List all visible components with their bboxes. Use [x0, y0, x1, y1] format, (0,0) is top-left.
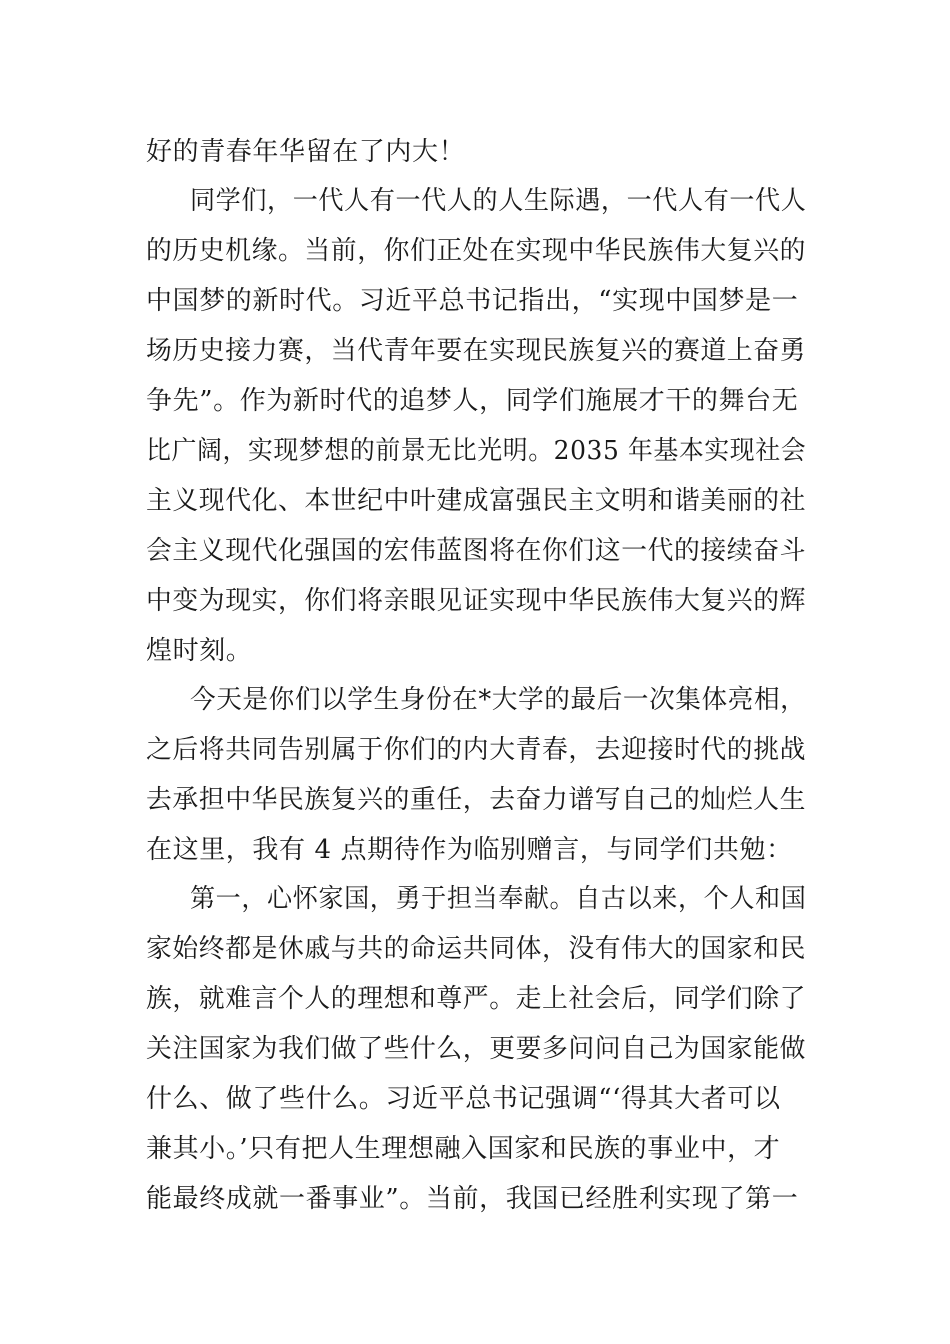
- text-line: 什么、做了些什么。习近平总书记强调“‘得其大者可以: [146, 1084, 781, 1114]
- text-line: 族，就难言个人的理想和尊严。走上社会后，同学们除了: [146, 984, 807, 1014]
- text-line: 煌时刻。: [146, 636, 253, 666]
- text-line: 场历史接力赛，当代青年要在实现民族复兴的赛道上奋勇: [146, 336, 807, 366]
- text-line: 关注国家为我们做了些什么，更要多问问自己为国家能做: [146, 1034, 807, 1064]
- text-line: 比广阔，实现梦想的前景无比光明。2035 年基本实现社会: [146, 436, 807, 466]
- text-line: 在这里，我有 4 点期待作为临别赠言，与同学们共勉：: [146, 835, 793, 865]
- text-line: 家始终都是休戚与共的命运共同体，没有伟大的国家和民: [146, 934, 807, 964]
- text-line: 中国梦的新时代。习近平总书记指出，“实现中国梦是一: [146, 286, 799, 316]
- text-line: 好的青春年华留在了内大！: [146, 137, 466, 167]
- text-line: 今天是你们以学生身份在*大学的最后一次集体亮相，: [190, 685, 807, 715]
- text-line: 中变为现实，你们将亲眼见证实现中华民族伟大复兴的辉: [146, 586, 807, 616]
- text-line: 第一，心怀家国，勇于担当奉献。自古以来，个人和国: [190, 884, 807, 914]
- text-line: 争先”。作为新时代的追梦人，同学们施展才干的舞台无: [146, 386, 799, 416]
- text-line: 去承担中华民族复兴的重任，去奋力谱写自己的灿烂人生: [146, 785, 807, 815]
- text-line: 兼其小。’只有把人生理想融入国家和民族的事业中，才: [146, 1134, 781, 1164]
- text-line: 主义现代化、本世纪中叶建成富强民主文明和谐美丽的社: [146, 486, 807, 516]
- text-line: 会主义现代化强国的宏伟蓝图将在你们这一代的接续奋斗: [146, 536, 807, 566]
- text-line: 之后将共同告别属于你们的内大青春，去迎接时代的挑战: [146, 735, 807, 765]
- text-line: 同学们，一代人有一代人的人生际遇，一代人有一代人: [190, 186, 807, 216]
- text-line: 能最终成就一番事业”。当前，我国已经胜利实现了第一: [146, 1184, 799, 1214]
- text-line: 的历史机缘。当前，你们正处在实现中华民族伟大复兴的: [146, 236, 807, 266]
